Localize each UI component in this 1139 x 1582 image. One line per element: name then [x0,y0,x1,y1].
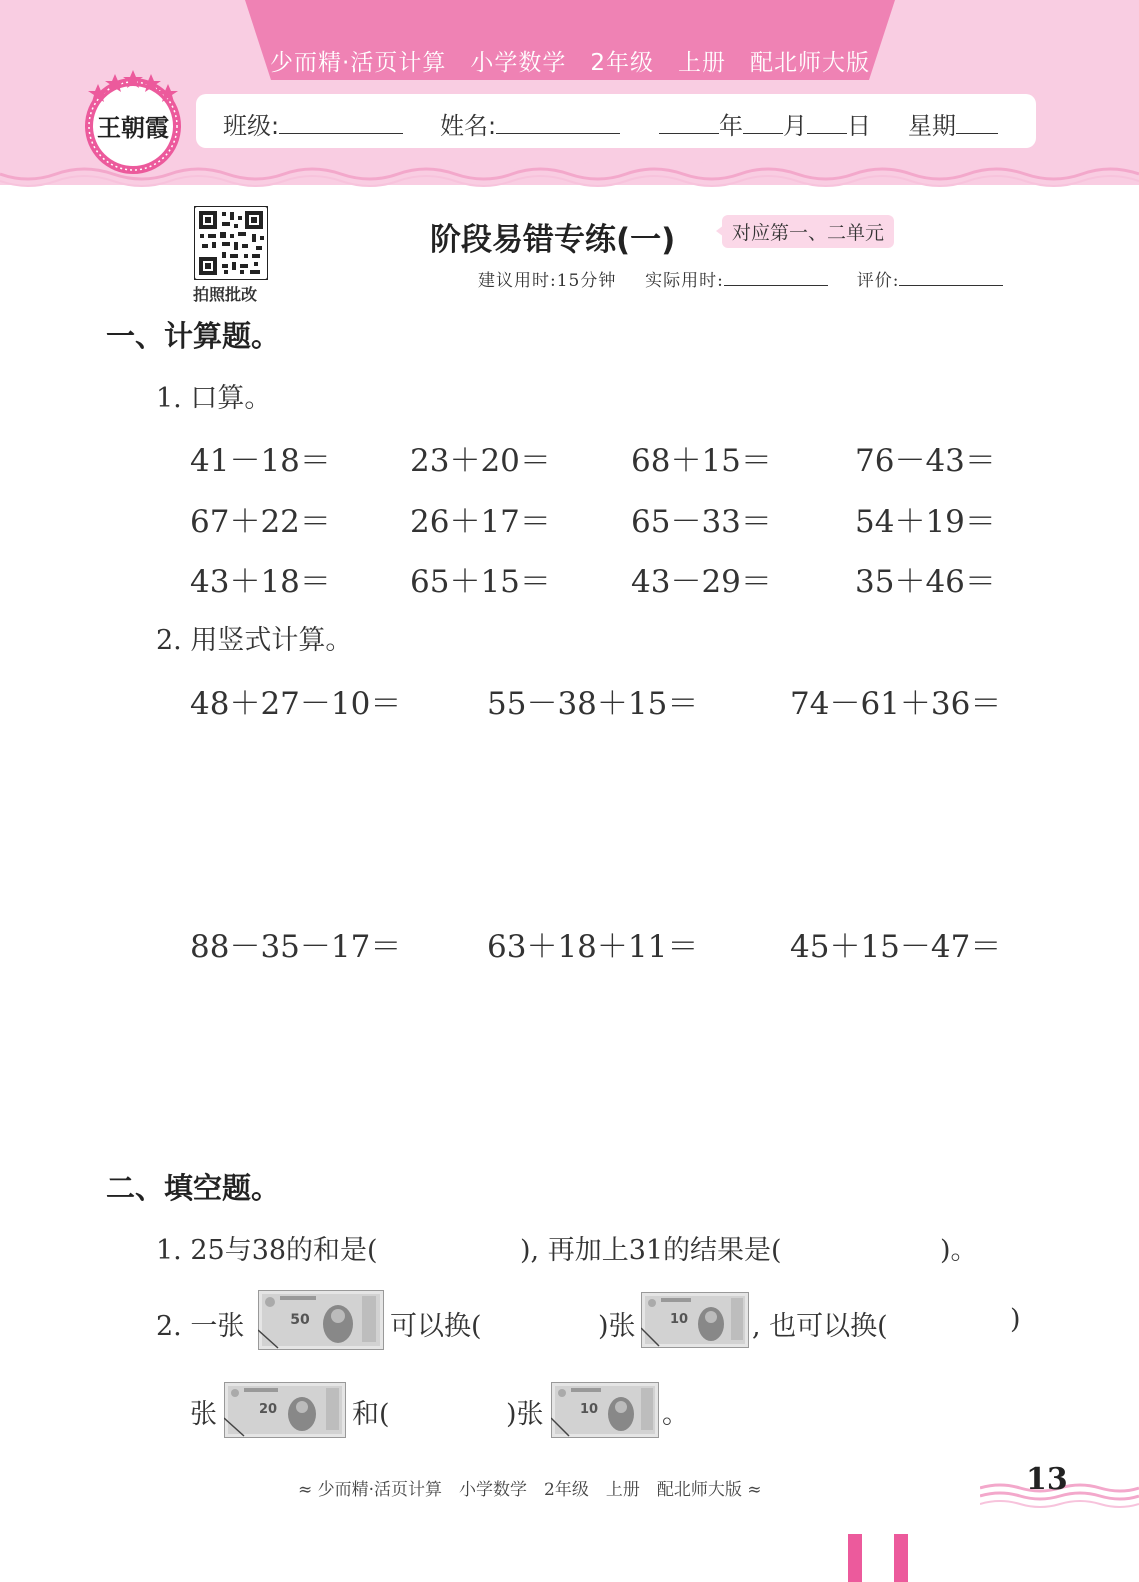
class-blank[interactable] [279,111,403,134]
vertical-problem: 88－35－17＝ [190,929,402,965]
oral-problem: 54＋19＝ [855,504,996,540]
logo-text: 王朝霞 [97,113,169,142]
fill-q2-part9: 。 [662,1399,689,1430]
weekday-blank[interactable] [956,111,998,134]
time-info-line [478,266,1003,291]
oral-problem: 76－43＝ [855,443,996,479]
oral-problem: 68＋15＝ [631,443,772,479]
footer-series: ≈ 少而精·活页计算 小学数学 2年级 上册 配北师大版 ≈ [298,1480,762,1500]
ten-yuan-note-icon [551,1382,659,1438]
fill-q2-part4: , 也可以换( [752,1311,888,1342]
section-2-heading: 二、填空题。 [106,1171,281,1205]
name-blank[interactable] [496,111,620,134]
oral-problem: 67＋22＝ [190,504,331,540]
q2-label: 2. 用竖式计算。 [156,625,353,656]
bill-value: 50 [290,1312,310,1328]
oral-problem: 35＋46＝ [855,564,996,600]
oral-problem: 43＋18＝ [190,564,331,600]
oral-problem: 26＋17＝ [410,504,551,540]
bill-value: 10 [669,1312,689,1327]
vertical-problem: 63＋18＋11＝ [487,929,699,965]
actual-time-blank[interactable] [724,269,828,286]
page-number: 13 [1026,1462,1068,1497]
fill-q2-part1: 2. 一张 [156,1311,245,1342]
fill-q2-part5: ) [1010,1304,1021,1335]
unit-tag: 对应第一、二单元 [722,215,894,248]
section-1-heading: 一、计算题。 [106,319,281,353]
oral-problem: 65－33＝ [631,504,772,540]
oral-problem: 41－18＝ [190,443,331,479]
fill-q2-part8: )张 [506,1399,544,1430]
fill-q2-part7: 和( [352,1399,390,1430]
vertical-problem: 48＋27－10＝ [190,686,402,722]
publisher-logo [78,66,188,176]
class-field[interactable]: 班级: [223,106,403,141]
qr-code-icon[interactable] [194,206,268,280]
fifty-yuan-note-icon [258,1290,384,1350]
bill-value: 10 [579,1402,599,1417]
fill-q1-part1: 1. 25与38的和是( [156,1235,378,1266]
series-title: 少而精·活页计算 小学数学 2年级 上册 配北师大版 [270,50,870,76]
vertical-problem: 74－61＋36＝ [790,686,1002,722]
qr-label: 拍照批改 [193,285,258,304]
fill-q1-part2: ), 再加上31的结果是( [520,1235,782,1266]
q1-label: 1. 口算。 [156,383,272,414]
page-title: 阶段易错专练(一) [430,222,676,258]
vertical-problem: 45＋15－47＝ [790,929,1002,965]
pink-tab-left [848,1534,862,1582]
day-blank[interactable] [807,111,847,134]
suggested-time: 建议用时:15分钟 [478,271,617,291]
oral-problem: 43－29＝ [631,564,772,600]
vertical-problem: 55－38＋15＝ [487,686,699,722]
oral-problem: 65＋15＝ [410,564,551,600]
name-field[interactable]: 姓名: [440,106,620,141]
weekday-field[interactable]: 星期 [908,106,998,141]
twenty-yuan-note-icon [224,1382,346,1438]
pink-tab-right [894,1534,908,1582]
fill-q1-part3: )。 [940,1235,978,1266]
fill-q2-part6: 张 [190,1399,217,1430]
month-blank[interactable] [743,111,783,134]
date-field[interactable]: 年 月 日 [659,106,871,141]
oral-problem: 23＋20＝ [410,443,551,479]
fill-q2-part2: 可以换( [390,1311,482,1342]
actual-time-label: 实际用时: [645,271,724,291]
bill-value: 20 [258,1402,278,1417]
year-blank[interactable] [659,111,719,134]
ten-yuan-note-icon [641,1292,749,1348]
fill-q2-part3: )张 [598,1311,636,1342]
rating-blank[interactable] [899,269,1003,286]
rating-label: 评价: [856,271,900,291]
